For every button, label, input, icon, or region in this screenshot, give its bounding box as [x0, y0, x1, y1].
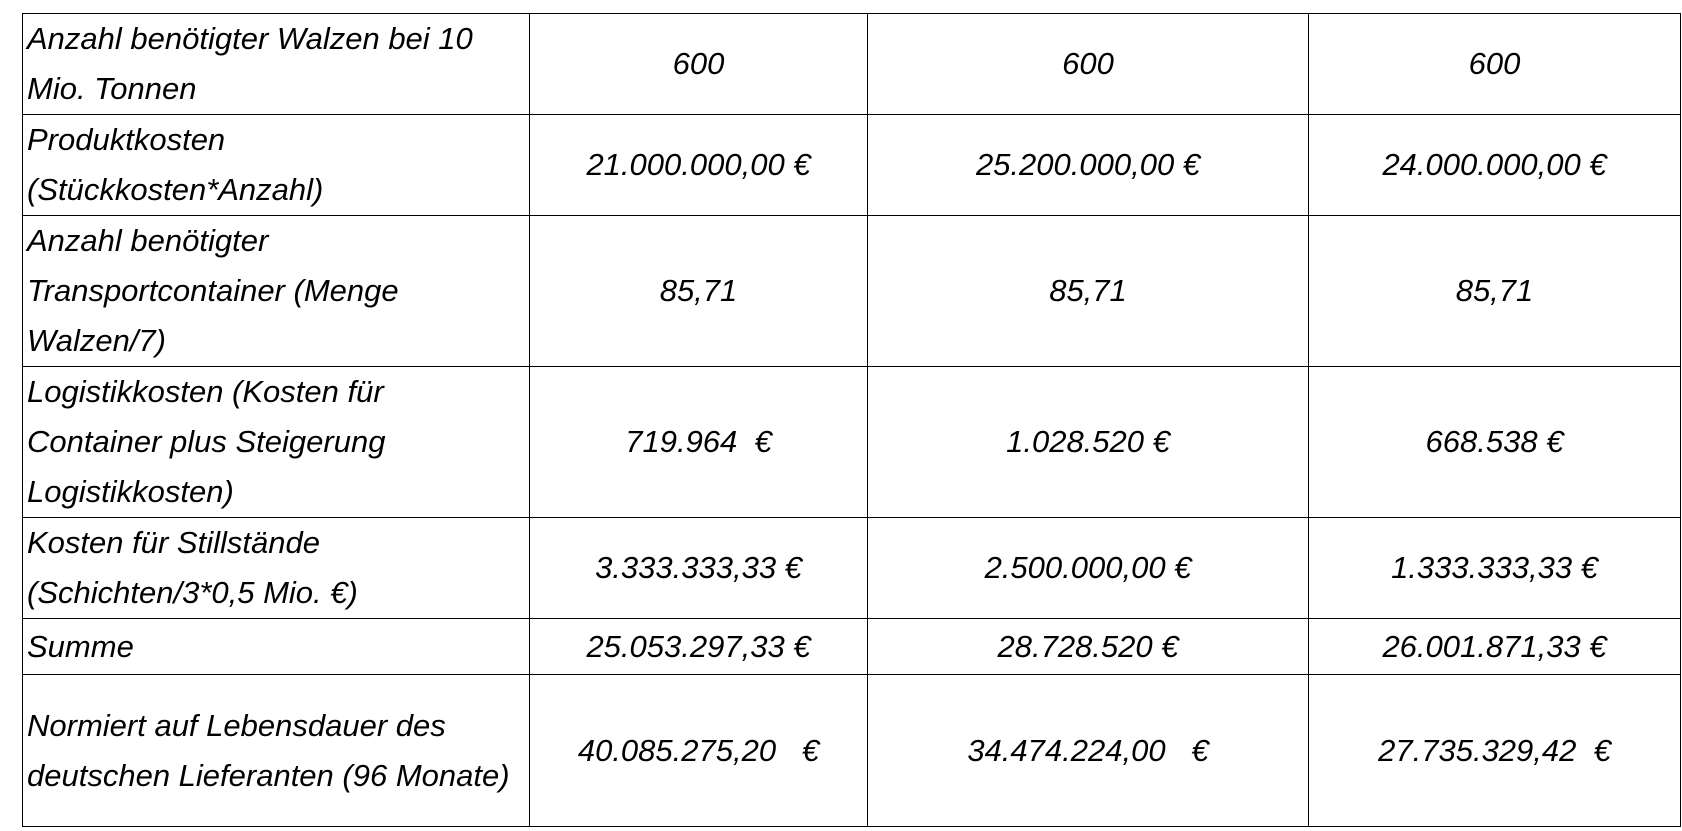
table-row — [23, 675, 1681, 827]
table-row — [23, 619, 1681, 675]
table-row — [23, 216, 1681, 367]
table-cell: 1.028.520 € — [868, 367, 1309, 518]
table-cell: 85,71 — [868, 216, 1309, 367]
table-cell: 34.474.224,00 € — [868, 675, 1309, 827]
row-label: Summe — [23, 619, 530, 675]
row-label: Anzahl benötigter Walzen bei 10 Mio. Tonnen — [23, 14, 530, 115]
table-cell: 719.964 € — [530, 367, 868, 518]
table-row — [23, 367, 1681, 518]
table-cell: 21.000.000,00 € — [530, 115, 868, 216]
table-cell: 3.333.333,33 € — [530, 518, 868, 619]
table-cell: 600 — [1309, 14, 1681, 115]
table-cell: 668.538 € — [1309, 367, 1681, 518]
table-cell: 1.333.333,33 € — [1309, 518, 1681, 619]
table-cell: 25.200.000,00 € — [868, 115, 1309, 216]
table-cell: 85,71 — [1309, 216, 1681, 367]
row-label: Produktkosten (Stückkosten*Anzahl) — [23, 115, 530, 216]
row-label: Logistikkosten (Kosten für Container plus Steigerung Logistikkosten) — [23, 367, 530, 518]
cost-comparison-table — [22, 13, 1681, 827]
table-row — [23, 518, 1681, 619]
table-cell: 26.001.871,33 € — [1309, 619, 1681, 675]
table-cell: 28.728.520 € — [868, 619, 1309, 675]
table-cell: 600 — [868, 14, 1309, 115]
row-label: Anzahl benötigter Transportcontainer (Menge Walzen/7) — [23, 216, 530, 367]
table-cell: 27.735.329,42 € — [1309, 675, 1681, 827]
table-cell: 24.000.000,00 € — [1309, 115, 1681, 216]
table-cell: 600 — [530, 14, 868, 115]
table-row — [23, 115, 1681, 216]
row-label: Kosten für Stillstände (Schichten/3*0,5 Mio. €) — [23, 518, 530, 619]
table-cell: 40.085.275,20 € — [530, 675, 868, 827]
table-cell: 85,71 — [530, 216, 868, 367]
table-cell: 2.500.000,00 € — [868, 518, 1309, 619]
row-label: Normiert auf Lebensdauer des deutschen Lieferanten (96 Monate) — [23, 675, 530, 827]
table-row — [23, 14, 1681, 115]
table-cell: 25.053.297,33 € — [530, 619, 868, 675]
